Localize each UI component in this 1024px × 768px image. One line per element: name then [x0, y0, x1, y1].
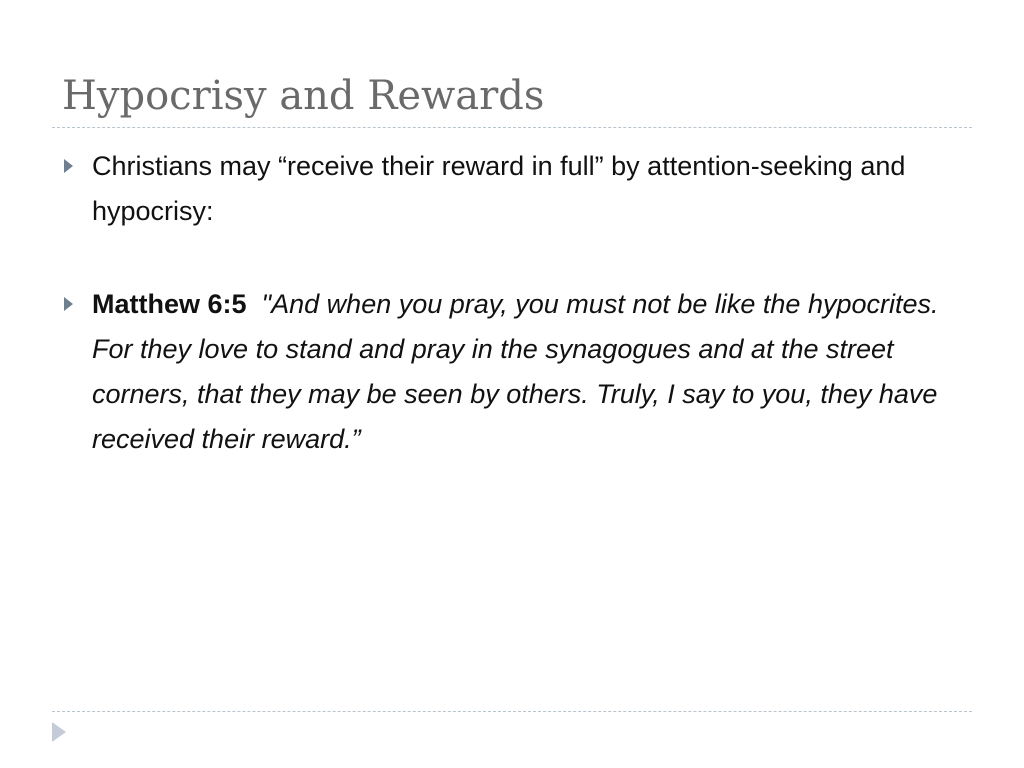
bullet-list [62, 144, 962, 462]
bullet-arrow-icon [64, 159, 73, 173]
footer-divider [52, 711, 972, 712]
corner-arrow-icon [52, 722, 66, 742]
scripture-reference: Matthew 6:5 [92, 289, 247, 319]
scripture-quote: "And when you pray, you must not be like the hypocrites. For they love to stand and pray in the synagogues and at the street corners, that they may be seen by others. Truly, I say to you, they have received their reward.” [92, 289, 939, 454]
title-divider [52, 127, 972, 128]
bullet-arrow-icon [64, 297, 73, 311]
bullet-item [62, 144, 962, 234]
bullet-item-scripture [62, 282, 962, 462]
slide-title: Hypocrisy and Rewards [62, 73, 545, 119]
bullet-text: Christians may “receive their reward in full” by attention-seeking and hypocrisy: [92, 151, 906, 226]
